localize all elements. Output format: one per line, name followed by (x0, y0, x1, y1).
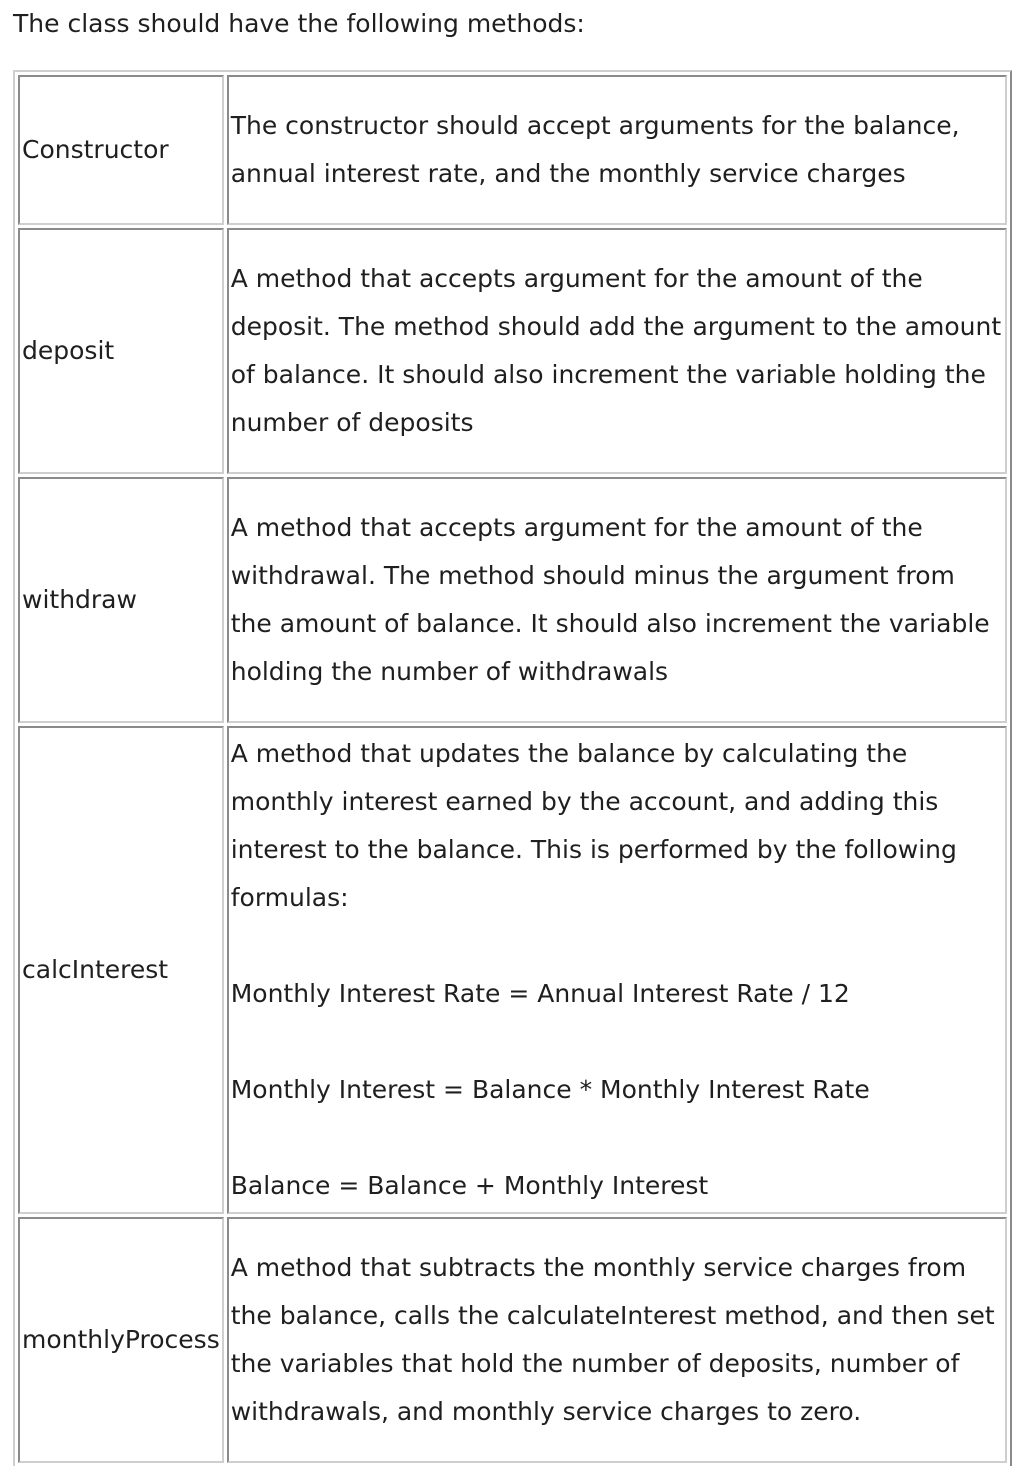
methods-table (13, 70, 1012, 1466)
intro-text: The class should have the following methods: (13, 9, 585, 38)
spacer (231, 1114, 1003, 1162)
method-name-cell: deposit (18, 228, 224, 474)
method-description-cell (227, 477, 1007, 723)
method-description: A method that subtracts the monthly service charges from the balance, calls the calculateInterest method, and then set the variables that hold the number of deposits, number of withdrawals, and monthly service charges to zero. (230, 1253, 995, 1426)
formula-monthly-rate: Monthly Interest Rate = Annual Interest Rate / 12 (230, 979, 850, 1008)
method-description-cell (227, 228, 1007, 474)
method-name-cell: withdraw (18, 477, 224, 723)
method-name-cell: calcInterest (18, 726, 224, 1214)
spacer (231, 1018, 1003, 1066)
formula-balance: Balance = Balance + Monthly Interest (230, 1171, 709, 1200)
spacer (231, 922, 1003, 970)
method-name-cell: Constructor (18, 75, 224, 225)
method-description-cell (227, 1217, 1007, 1463)
table-row (18, 75, 1007, 225)
method-description-cell (227, 726, 1007, 1214)
method-name-cell: monthlyProcess (18, 1217, 224, 1463)
table-row (18, 1217, 1007, 1463)
method-description: A method that updates the balance by calculating the monthly interest earned by the account, and adding this interest to the balance. This is performed by the following formulas: (230, 739, 957, 912)
method-description-cell (227, 75, 1007, 225)
table-row (18, 477, 1007, 723)
method-description: A method that accepts argument for the amount of the withdrawal. The method should minus the argument from the amount of balance. It should also increment the variable holding the number of withdrawals (230, 513, 990, 686)
method-description: The constructor should accept arguments for the balance, annual interest rate, and the monthly service charges (230, 111, 960, 188)
table-row (18, 228, 1007, 474)
method-description: A method that accepts argument for the amount of the deposit. The method should add the argument to the amount of balance. It should also increment the variable holding the number of deposits (230, 264, 1002, 437)
formula-monthly-interest: Monthly Interest = Balance * Monthly Interest Rate (230, 1075, 870, 1104)
table-row (18, 726, 1007, 1214)
